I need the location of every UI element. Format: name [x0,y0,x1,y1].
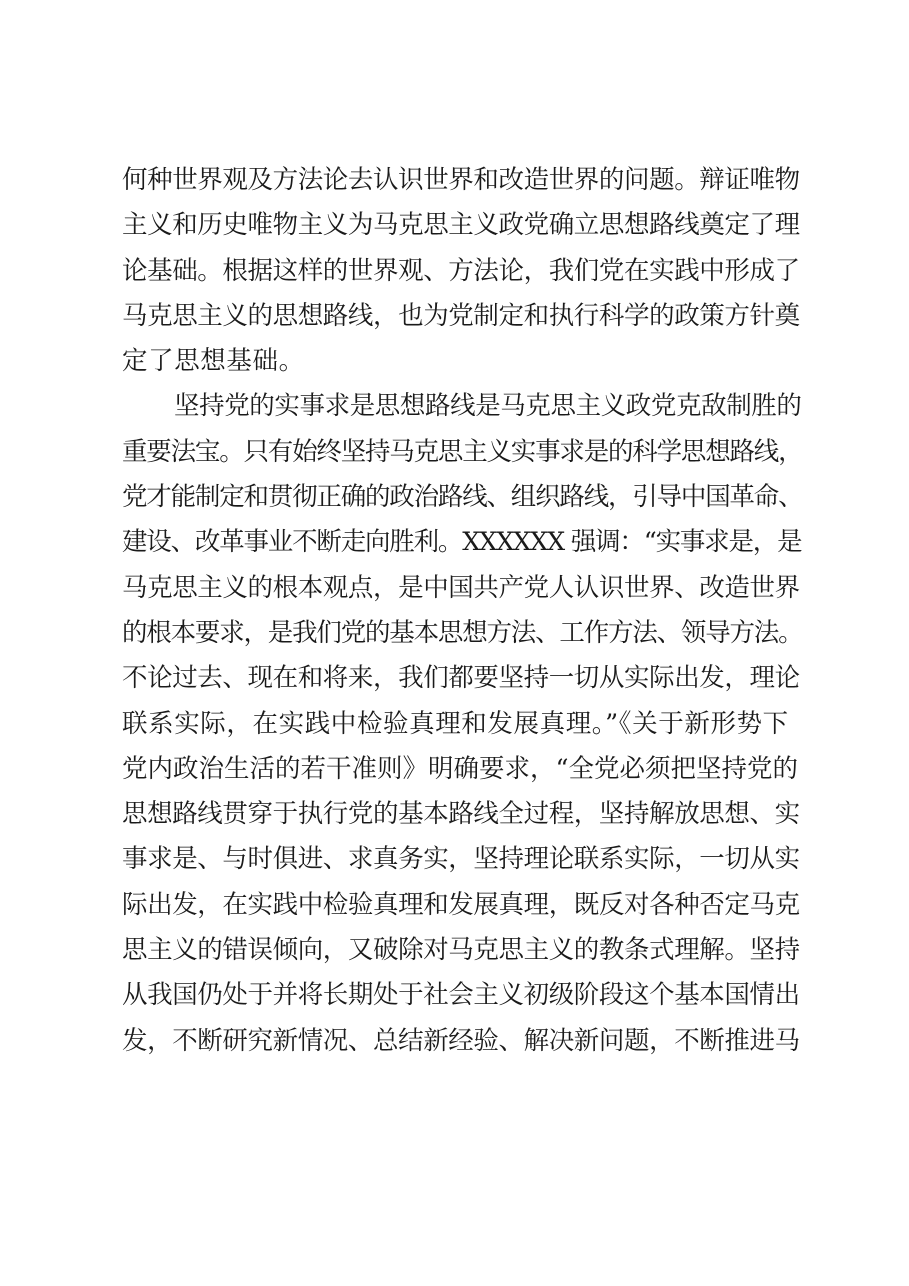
text-line: 定了思想基础。 [122,346,305,377]
text-line: 重要法宝。只有始终坚持马克思主义实事求是的科学思想路线， [122,436,803,467]
text-line: 马克思主义的思想路线，也为党制定和执行科学的政策方针奠 [122,300,800,331]
text-line: 联系实际，在实践中检验真理和发展真理。”《关于新形势下 [122,708,789,739]
text-line: 从我国仍处于并将长期处于社会主义初级阶段这个基本国情出 [122,980,800,1011]
text-line: 论基础。根据这样的世界观、方法论，我们党在实践中形成了 [122,255,800,286]
paragraph-1 [122,158,802,384]
text-line: 建设、改革事业不断走向胜利。XXXXXX 强调：“实事求是，是 [122,527,802,558]
text-line: 不论过去、现在和将来，我们都要坚持一切从实际出发，理论 [122,663,800,694]
text-line: 际出发，在实践中检验真理和发展真理，既反对各种否定马克 [122,889,800,920]
text-line: 坚持党的实事求是思想路线是马克思主义政党克敌制胜的 [174,391,802,422]
text-line: 事求是、与时俱进、求真务实，坚持理论联系实际，一切从实 [122,844,800,875]
paragraph-2 [122,384,802,1063]
text-line: 发，不断研究新情况、总结新经验、解决新问题，不断推进马 [122,1025,800,1056]
text-line: 党才能制定和贯彻正确的政治路线、组织路线，引导中国革命、 [122,482,803,513]
text-line: 思想路线贯穿于执行党的基本路线全过程，坚持解放思想、实 [122,799,800,830]
text-line: 主义和历史唯物主义为马克思主义政党确立思想路线奠定了理 [122,210,800,241]
text-line: 的根本要求，是我们党的基本思想方法、工作方法、领导方法。 [122,617,803,648]
text-line: 党内政治生活的若干准则》明确要求，“全党必须把坚持党的 [122,753,799,784]
text-line: 思主义的错误倾向，又破除对马克思主义的教条式理解。坚持 [122,935,800,966]
text-line: 何种世界观及方法论去认识世界和改造世界的问题。辩证唯物 [122,165,800,195]
text-line: 马克思主义的根本观点，是中国共产党人认识世界、改造世界 [122,572,800,603]
document-body [122,158,802,1064]
